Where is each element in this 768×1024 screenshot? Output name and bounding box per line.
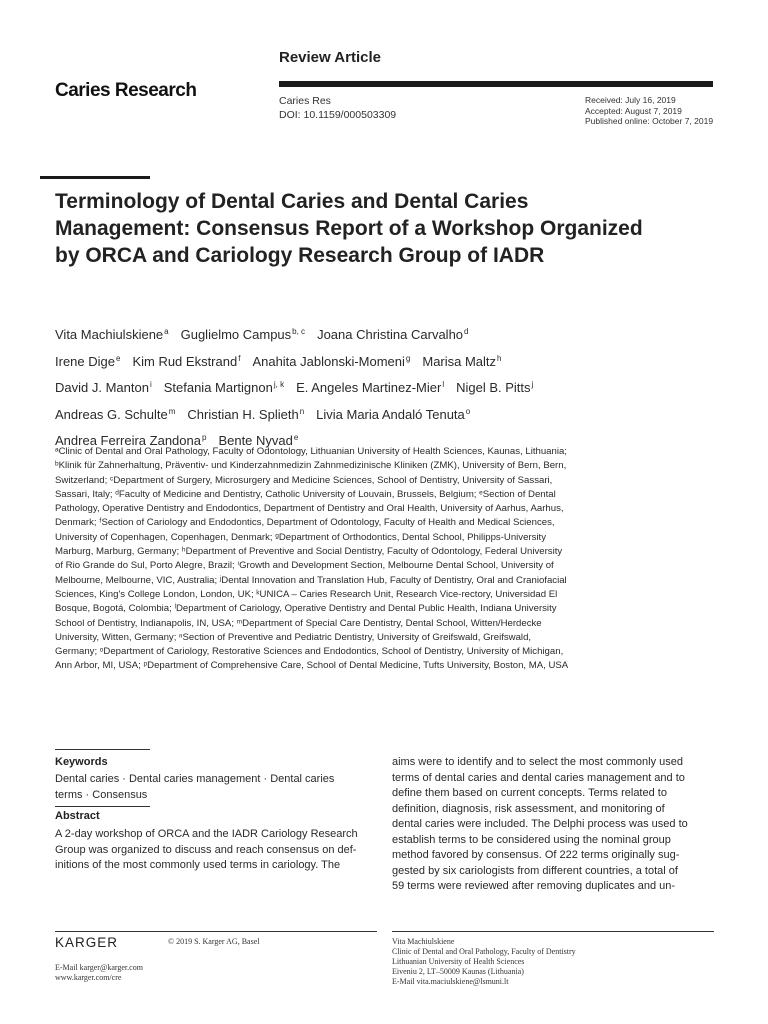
author-name: Livia Maria Andaló Tenuta$^o$ [316,406,471,422]
abstract-text-right [392,755,714,895]
abstract-line: establish terms to be considered using the nominal group [392,833,671,846]
affiliation-line: Melbourne, Melbourne, VIC, Australia; ʲDental Innovation and Translation Hub, Faculty of Dentistry, Oral and Craniofacial [55,574,567,586]
author-name: Marisa Maltz$^h$ [422,353,502,369]
publisher-logo: KARGER [55,935,119,950]
keywords-rule [55,749,150,750]
affiliation-marker: p [201,433,207,442]
abstract-line: definition, diagnosis, risk assessment, and monitoring of [392,802,665,815]
keywords-line: terms · Consensus [55,788,148,801]
author-name: Andreas G. Schulte$^m$ [55,406,176,422]
title-rule [40,176,150,179]
journal-logo: Caries Research [55,80,197,101]
affiliation-marker: i [149,380,152,389]
author-name: E. Angeles Martinez-Mier$^l$ [296,380,445,395]
footer-rule-right [392,931,714,932]
author-name: Kim Rud Ekstrand$^f$ [132,353,241,369]
abstract-heading: Abstract [55,810,100,822]
keywords-line: Dental caries · Dental caries management · Dental caries [55,773,335,785]
affiliation-marker: e [115,353,121,363]
correspondence-line: Eiveniu 2, LT–50009 Kaunas (Lithuania) [392,967,524,976]
affiliation-line: Marburg, Marburg, Germany; ʰDepartment of Preventive and Social Dentistry, Faculty of Odontology, Federal University [55,546,563,558]
header-rule [279,81,713,87]
received-date: Received: July 16, 2019 [585,95,676,105]
affiliation-line: Pathology, Operative Dentistry and Endodontics, Department of Dentistry and Oral Health, University of Aarhus, Aarhus, [55,503,564,515]
publisher-website[interactable]: www.karger.com/cre [55,973,122,982]
author-name: Nigel B. Pitts$^j$ [456,380,534,395]
affiliation-marker: n [299,406,305,416]
abstract-rule [55,806,150,807]
affiliation-marker: j [531,380,534,389]
author-name: Joana Christina Carvalho$^d$ [317,327,469,342]
published-date: Published online: October 7, 2019 [585,116,714,126]
author-list [55,320,715,453]
affiliation-marker: d [464,327,469,336]
affiliation-marker: l [442,380,445,389]
affiliation-marker: f [238,353,241,363]
author-name: David J. Manton$^i$ [55,380,152,395]
publisher-email[interactable]: E-Mail karger@karger.com [55,963,143,972]
affiliation-line: Bosque, Bogotá, Colombia; ˡDepartment of Cariology, Operative Dentistry and Dental Public Health, Indiana University [55,603,557,615]
abstract-line: terms of dental caries and dental caries management and to [392,771,685,784]
abstract-line: Group was organized to discuss and reach consensus on def- [55,843,357,856]
accepted-date: Accepted: August 7, 2019 [585,105,682,116]
abstract-line: initions of the most commonly used terms in cariology. The [55,859,341,871]
author-name: Guglielmo Campus$^{b, c}$ [180,327,306,342]
publisher-contact [55,963,143,983]
keywords-heading: Keywords [55,756,108,768]
affiliation-marker: b, c [292,327,306,336]
affiliation-line: Switzerland; ᶜDepartment of Surgery, Microsurgery and Medicine Sciences, School of Dentistry, University of Sassari, [55,474,553,486]
author-name: Bente Nyvad$^e$ [218,433,299,448]
author-name: Irene Dige$^e$ [55,353,121,369]
affiliation-line: School of Dentistry, Indianapolis, IN, USA; ᵐDepartment of Special Care Dentistry, Dental School, Witten/Herdecke [55,617,542,629]
journal-abbrev: Caries Res [279,95,331,107]
author-name: Vita Machiulskiene$^a$ [55,327,169,342]
correspondence-address [392,937,576,987]
affiliation-line: of Rio Grande do Sul, Porto Alegre, Brazil; ⁱGrowth and Development Section, Melbourne Dental School, University of [55,560,554,572]
keywords-text [55,772,375,803]
article-title: Terminology of Dental Caries and Dental Caries Management: Consensus Report of a Workshop Organized by ORCA and Cariology Research Group of IADR [55,190,643,267]
abstract-line: dental caries were included. The Delphi process was used to [392,818,688,830]
author-line [55,320,715,347]
article-type: Review Article [279,49,381,66]
affiliation-marker: h [497,353,502,363]
correspondence-line: E-Mail vita.maciulskiene@lsmuni.lt [392,977,509,986]
affiliation-line: Germany; ᵒDepartment of Cariology, Restorative Sciences and Endodontics, School of Dentistry, University of Michigan, [55,646,564,658]
affiliation-marker: e [293,433,299,442]
affiliation-line: Sciences, King's College London, London, UK; ᵏUNICA – Caries Research Unit, Research Vice-rectory, Universidad El [55,588,558,600]
footer-rule-left [55,931,377,932]
copyright-notice: © 2019 S. Karger AG, Basel [168,937,260,946]
affiliation-marker: g [405,353,411,363]
affiliation-line: Ann Arbor, MI, USA; ᵖDepartment of Comprehensive Care, School of Dental Medicine, Tufts University, Boston, MA, USA [55,660,569,672]
doi-link[interactable]: DOI: 10.1159/000503309 [279,109,397,121]
author-line [55,347,715,374]
citation-info [279,94,396,122]
affiliation-marker: j, k [273,380,285,389]
correspondence-line: Clinic of Dental and Oral Pathology, Faculty of Dentistry [392,947,576,956]
affiliation-line: Denmark; ᶠSection of Cariology and Endodontics, Department of Odontology, Faculty of Health and Medical Sciences, [55,517,555,529]
abstract-line: gested by six cariologists from different countries, a total of [392,864,678,877]
correspondence-line: Vita Machiulskiene [392,937,455,946]
abstract-text-left [55,827,377,874]
abstract-line: 59 terms were reviewed after removing duplicates and un- [392,880,676,892]
publication-dates [585,95,713,127]
author-line [55,373,715,400]
affiliation-line: ᵃClinic of Dental and Oral Pathology, Faculty of Odontology, Lithuanian University of Health Sciences, Kaunas, Lithuania; [55,446,567,457]
author-name: Stefania Martignon$^{j, k}$ [163,380,285,395]
author-name: Christian H. Splieth$^n$ [187,406,305,422]
abstract-line: define them based on current concepts. Terms related to [392,787,667,799]
affiliation-line: University, Witten, Germany; ⁿSection of Preventive and Pediatric Dentistry, University of Greifswald, Greifswald, [55,631,532,643]
author-name: Andrea Ferreira Zandona$^p$ [55,433,207,448]
affiliation-marker: o [465,406,471,416]
abstract-line: aims were to identify and to select the most commonly used [392,756,684,768]
affiliation-line: University of Copenhagen, Copenhagen, Denmark; ᵍDepartment of Orthodontics, Dental School, Philipps-University [55,531,547,543]
affiliation-marker: m [168,406,176,416]
affiliation-line: ᵇKlinik für Zahnerhaltung, Präventiv- und Kinderzahnmedizin Zahnmedizinische Kliniken (ZMK), University of Bern, Bern, [55,460,567,472]
author-line [55,400,715,427]
abstract-line: method favored by consensus. Of 222 terms originally sug- [392,849,680,861]
correspondence-line: Lithuanian University of Health Sciences [392,957,525,966]
affiliation-marker: a [164,327,169,336]
abstract-line: A 2-day workshop of ORCA and the IADR Cariology Research [55,828,358,840]
affiliations [55,445,715,674]
affiliation-line: Sassari, Italy; ᵈFaculty of Medicine and Dentistry, Catholic University of Louvain, Brussels, Belgium; ᵉSection of Dental [55,488,556,500]
author-name: Anahita Jablonski-Momeni$^g$ [252,353,411,369]
